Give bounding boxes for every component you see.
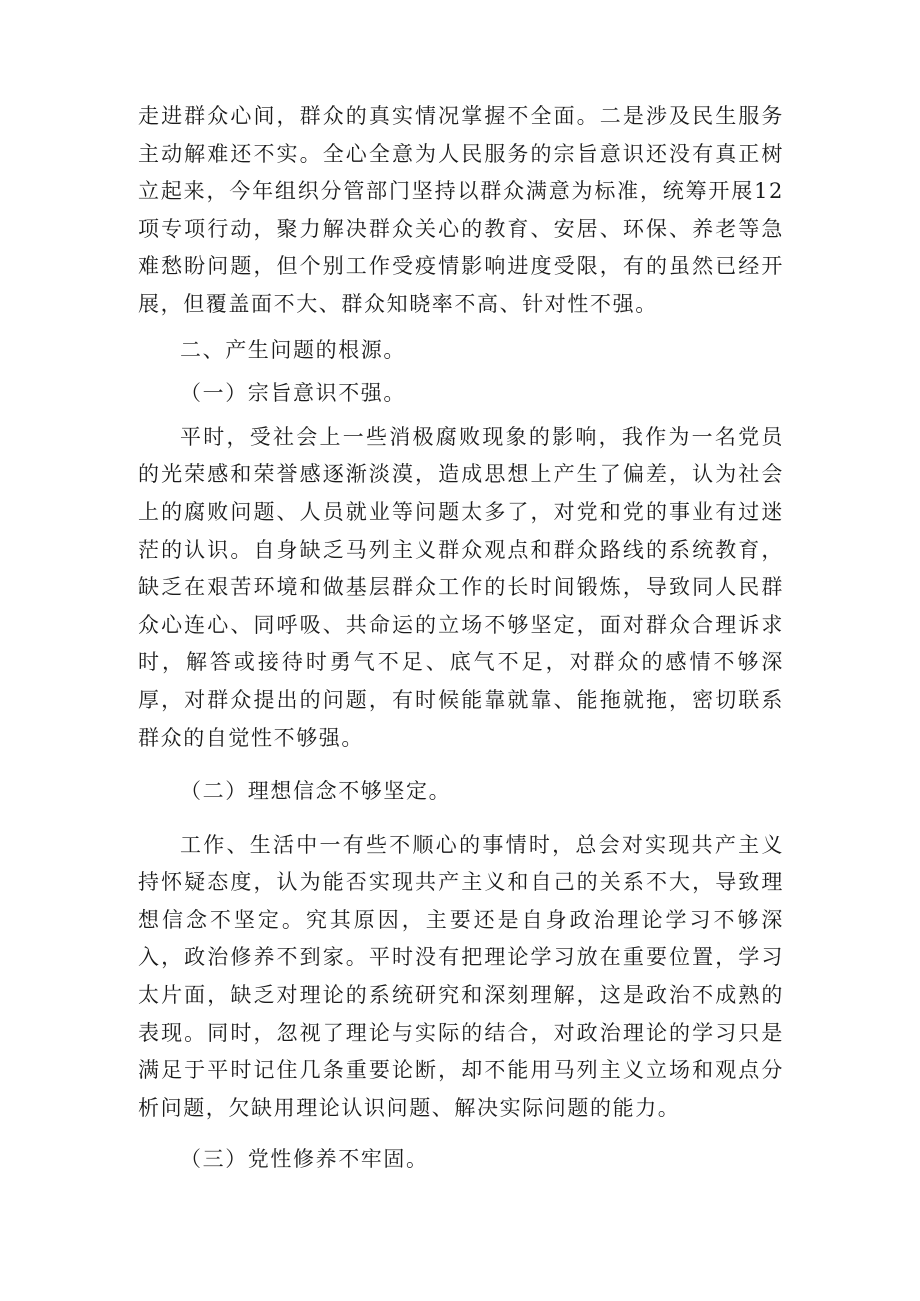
subheading-party-spirit: （三）党性修养不牢固。 (180, 1147, 429, 1172)
paragraph-livelihood-service: 走进群众心间，群众的真实情况掌握不全面。二是涉及民生服务主动解难还不实。全心全意为人民服务的宗旨意识还没有真正树立起来，今年组织分管部门坚持以群众满意为标准，统筹开展12项专项行动，聚力解决群众关心的教育、安居、环保、养老等急难愁盼问题，但个别工作受疫情影响进度受限，有的虽然已经开展，但覆盖面不大、群众知晓率不高、针对性不强。 (138, 104, 784, 316)
subheading-purpose-awareness: （一）宗旨意识不强。 (180, 381, 406, 406)
section-heading-root-causes: 二、产生问题的根源。 (180, 337, 406, 362)
subheading-ideals-beliefs: （二）理想信念不够坚定。 (180, 779, 452, 804)
paragraph-purpose-awareness: 平时，受社会上一些消极腐败现象的影响，我作为一名党员的光荣感和荣誉感逐渐淡漠，造成思想上产生了偏差，认为社会上的腐败问题、人员就业等问题太多了，对党和党的事业有过迷茫的认识。自身缺乏马列主义群众观点和群众路线的系统教育，缺乏在艰苦环境和做基层群众工作的长时间锻炼，导致同人民群众心连心、同呼吸、共命运的立场不够坚定，面对群众合理诉求时，解答或接待时勇气不足、底气不足，对群众的感情不够深厚，对群众提出的问题，有时候能靠就靠、能拖就拖，密切联系群众的自觉性不够强。 (138, 424, 784, 750)
paragraph-ideals-beliefs: 工作、生活中一有些不顺心的事情时，总会对实现共产主义持怀疑态度，认为能否实现共产主义和自己的关系不大，导致理想信念不坚定。究其原因，主要还是自身政治理论学习不够深入，政治修养不到家。平时没有把理论学习放在重要位置，学习太片面，缺乏对理论的系统研究和深刻理解，这是政治不成熟的表现。同时，忽视了理论与实际的结合，对政治理论的学习只是满足于平时记住几条重要论断，却不能用马列主义立场和观点分析问题，欠缺用理论认识问题、解决实际问题的能力。 (138, 832, 784, 1120)
document-body (138, 98, 784, 1179)
